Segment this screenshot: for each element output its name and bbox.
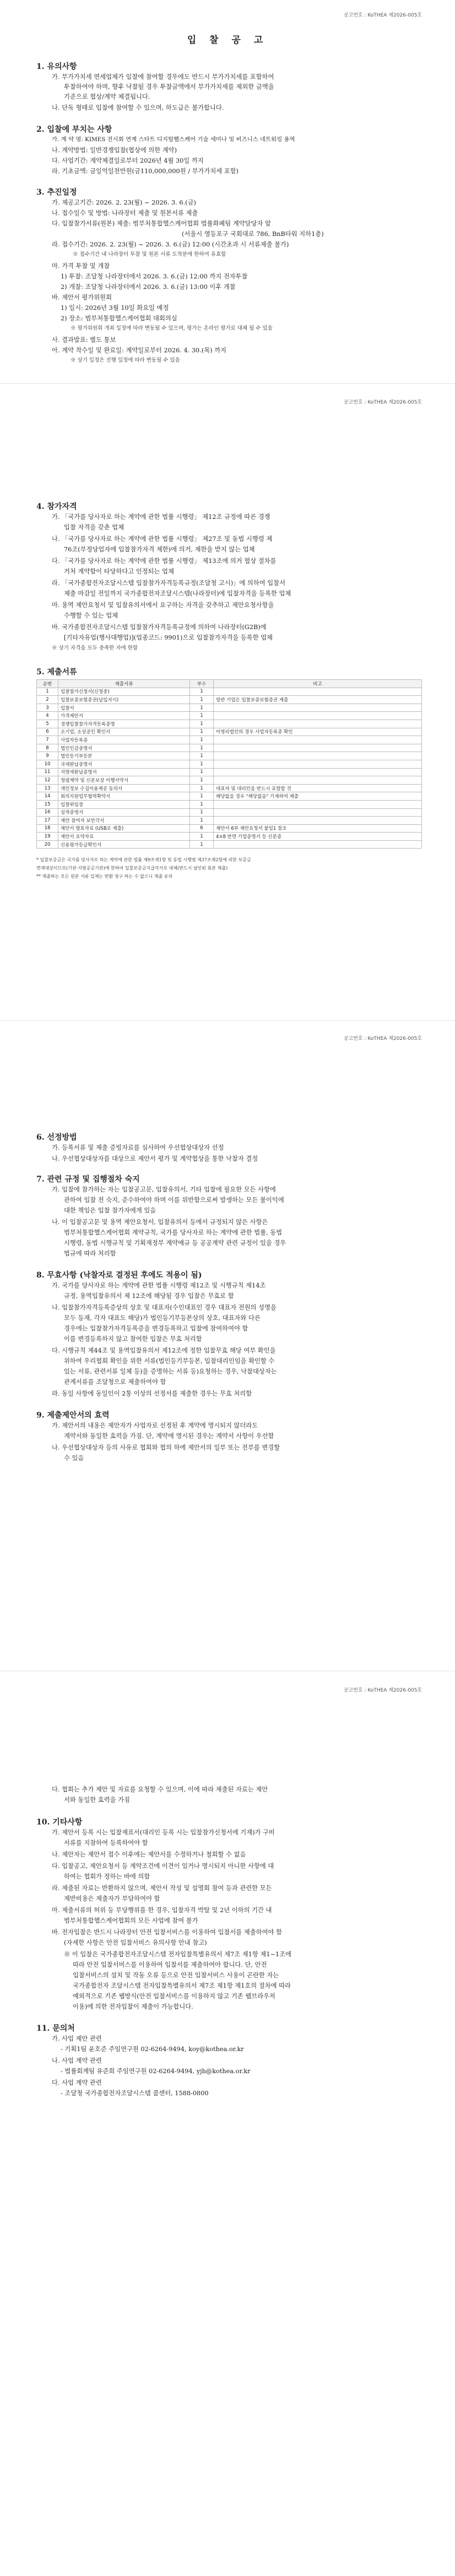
cell-remarks: 해당없을 경우 "해당없음" 기재하여 제출 [214,792,422,801]
s10-line: 제반비용은 제출자가 부담하여야 함 [64,1895,160,1902]
cell-copies: 1 [190,688,214,696]
table-row [37,784,422,792]
cell-remarks [214,752,422,760]
cell-remarks [214,688,422,696]
cell-copies: 1 [190,784,214,792]
s10-line: 국가종합전자 조달시스템 전자입찰특별유의서 제7조 제1항 제1호의 절차에 따라 [73,1982,291,1989]
s8-line: 나. 입찰참가자격등록증상의 상호 및 대표자(수인대표인 경우 대표자 전원의 성명을 [52,1304,277,1311]
s9-line: 나. 우선협상대상자 등의 사유로 협회와 협의 하에 제안서의 일부 또는 전부를 변경할 [52,1444,280,1451]
cell-document: 입찰보증보험증권(납입지시) [58,696,190,704]
table-row [37,800,422,808]
cell-remarks [214,720,422,728]
col-header-no: 순번 [37,680,58,688]
s3-note: ※ 평가위원회 개최 일정에 따라 변동될 수 있으며, 평가는 온라인 평가로 대체 될 수 있음 [71,325,273,331]
cell-document: 제안 참여자 보안각서 [58,817,190,825]
table-row [37,768,422,776]
s10-line: 이용)에 의한 전자입찰이 제출이 가능합니다. [73,2003,193,2010]
cell-copies: 1 [190,792,214,801]
cell-document: 제안서 발표자료 (USB로 제출) [58,824,190,833]
s3-line: 사. 결과발표: 별도 통보 [52,336,116,344]
s1-line: 투찰하여야 하며, 향후 낙찰될 경우 투찰금액에서 부가가치세를 제외한 금액을 [64,83,274,90]
s8-line: 가. 국가를 당사자로 하는 계약에 관한 법률 시행령 제12조 및 시행규칙 제14조 [52,1282,266,1289]
cell-copies: 1 [190,728,214,736]
cell-copies: 1 [190,696,214,704]
cell-document: 가격제안서 [58,712,190,720]
table-row [37,824,422,833]
document-title: 입 찰 공 고 [187,35,268,46]
s6-line: 나. 우선협상대상자를 대상으로 제안서 평가 및 계약협상을 통한 낙찰자 결정 [52,1155,258,1162]
table-row [37,696,422,704]
s4-line: 바. 국가종합전자조달시스템 입찰참가자격등록규정에 의하여 나라장터(G2B)에 [52,624,267,631]
s7-line: 가. 입찰에 참가하는 자는 입찰공고문, 입찰유의서, 기타 입찰에 필요한 모든 사항에 [52,1186,276,1193]
section-2-heading: 2. 입찰에 부치는 사항 [36,125,112,134]
cell-document: 개인정보 수집이용제공 동의서 [58,784,190,792]
cell-remarks: 제안서 6부 제안요청서 붙임1 참조 [214,824,422,833]
section-3-heading: 3. 추진일정 [36,188,77,197]
cell-copies: 1 [190,720,214,728]
s1-line: 나. 단독 형태로 입찰에 참여할 수 있으며, 하도급은 불가합니다. [52,104,224,111]
cell-remarks: 이영리법인의 경우 사업자등록증 확인 [214,728,422,736]
s3-line: 바. 제안서 평가위원회 [52,294,112,301]
cell-copies: 1 [190,840,214,849]
page-divider [0,1020,455,1021]
s11-contact: - 기획1팀 윤호준 주임연구원 02-6264-9494, koy@kothea.or.kr [61,2046,244,2053]
cell-no: 15 [37,800,58,808]
s8-line: 이를 변경등록하지 않고 참여한 입찰은 무효 처리함 [64,1335,202,1343]
s2-line: 라. 기초금액: 금일억일천만원(금110,000,000원 / 부가가치세 포함) [52,168,239,175]
s10-line: 라. 제출된 자료는 반환하지 않으며, 제안서 작성 및 설명회 참여 등과 관련한 모든 [52,1885,272,1892]
page-number-label: 공고번호 : KoTHEA 제2026-005호 [343,400,422,405]
cell-remarks [214,712,422,720]
s4-line: 가. 「국가를 당사자로 하는 계약에 관한 법률 시행령」 제12조 규정에 따른 경쟁 [52,513,270,520]
cell-remarks [214,800,422,808]
cell-copies: 1 [190,736,214,744]
s8-line: 모두 등재, 각자 대표도 해당)가 법인등기부등본상의 상호, 대표자와 다른 [64,1314,261,1322]
cell-remarks [214,776,422,785]
section-10-heading: 10. 기타사항 [36,1818,83,1827]
cell-remarks [214,808,422,817]
s3-line: 1) 일시: 2026년 3월 10일 화요일 예정 [61,304,169,312]
table-row [37,792,422,801]
cell-document: 국세완납증명서 [58,760,190,768]
s9-line: 수 있음 [64,1455,84,1462]
s7-line: 대한 책임은 입찰 참가자에게 있음 [64,1207,156,1214]
s3-line: 다. 입찰참가서류(원본) 제출: 범부처통합헬스케어협회 법률화폐팀 계약담당자 앞 [52,220,271,227]
s8-line: 규정, 용역입찰유의서 제 12조에 해당될 경우 입찰은 무효로 함 [64,1292,234,1300]
cell-remarks [214,768,422,776]
cell-no: 6 [37,728,58,736]
s7-line: 나. 이 입찰공고문 및 용역 제안요청서, 입찰유의서 등에서 규정되지 않은 사항은 [52,1219,268,1226]
cell-no: 16 [37,808,58,817]
table-row [37,688,422,696]
cell-copies: 1 [190,704,214,712]
cell-no: 4 [37,712,58,720]
s3-line: 마. 가격 투찰 및 개찰 [52,262,110,270]
cell-copies: 1 [190,752,214,760]
s10-line: 다. 입찰공고, 제안요청서 등 계약조건에 이견이 있거나 명시되지 아니한 사항에 대 [52,1863,274,1870]
section-8-heading: 8. 무효사항 (낙찰자로 결정된 후에도 적용이 됨) [36,1271,202,1280]
cell-no: 17 [37,817,58,825]
s3-line: 라. 접수기간: 2026. 2. 23(월) ~ 2026. 3. 6.(금) 12:00 (시간초과 시 서류제출 불가) [52,241,289,248]
documents-table [36,679,422,849]
cell-no: 10 [37,760,58,768]
cell-no: 2 [37,696,58,704]
cell-copies: 1 [190,744,214,752]
s9b-line: 다. 협회는 추가 제안 및 자료를 요청할 수 있으며, 이에 따라 제출된 자료는 제안 [52,1786,268,1793]
s5-note: ** 제출하는 모든 원본 서류 일체는 반환 청구 하는 수 없으니 제출 유의 [36,874,173,879]
cell-document: 입찰참가신청서(신청중) [58,688,190,696]
cell-remarks [214,817,422,825]
s1-line: 가. 부가가치세 면세업체가 입찰에 참여할 경우에도 반드시 부가가치세를 포함하여 [52,73,274,80]
s3-line: 2) 장소: 범부처통합헬스케어협회 대회의실 [61,315,177,322]
table-row [37,833,422,841]
cell-no: 9 [37,752,58,760]
cell-copies: 6 [190,824,214,833]
cell-no: 12 [37,776,58,785]
s8-line: 라. 동일 사항에 동일인이 2통 이상의 선정서를 제출한 경우는 무효 처리함 [52,1390,252,1397]
cell-remarks [214,760,422,768]
cell-document: 신용평가등급확인서 [58,840,190,849]
page-divider [0,383,455,384]
s8-line: 관계서류를 조달청으로 제출하여야 함 [64,1378,166,1386]
section-11-heading: 11. 문의처 [36,2024,75,2033]
cell-remarks [214,736,422,744]
s2-line: 나. 계약방법: 일반경쟁입찰(협상에 의한 계약) [52,147,177,154]
s4-line: 마. 용역 제안요청서 및 입찰유의서에서 요구하는 자격을 갖추하고 제안요청사항을 [52,602,274,609]
s4-line: 수행할 수 있는 업체 [64,612,118,619]
cell-document: 청렴계약 및 신분보장 이행서약서 [58,776,190,785]
table-row [37,840,422,849]
cell-copies: 1 [190,808,214,817]
s2-line: 가. 계 약 명: KIMES 전시회 연계 스타트 디지털헬스케어 기술 세미나 및 비즈니스 네트워킹 용역 [52,136,295,143]
cell-document: 경쟁입찰참가자격등록증명 [58,720,190,728]
table-row [37,728,422,736]
cell-no: 18 [37,824,58,833]
s4-line: 거쳐 계약함이 타당하다고 인정되는 업체 [64,568,174,575]
cell-no: 13 [37,784,58,792]
cell-remarks: 4×8 반면 기업증명서 등 신분증 [214,833,422,841]
s3-line: 2) 개찰: 조달청 나라장터에서 2026. 3. 6.(금) 13:00 이후 개찰 [61,283,236,291]
cell-document: 소기업, 소상공인 확인서 [58,728,190,736]
s4-note: ※ 상기 자격을 모두 충족한 자에 한함 [52,645,138,651]
table-row [37,712,422,720]
s11-line: 다. 사업 계약 관련 [52,2079,102,2086]
section-6-heading: 6. 선정방법 [36,1133,77,1142]
cell-copies: 1 [190,712,214,720]
s10-line: ※ 이 입찰은 국가종합전자조달시스템 전자입찰특별유의서 제7조 제1항 제1~1조에 [64,1951,291,1958]
cell-no: 3 [37,704,58,712]
section-5-heading: 5. 제출서류 [36,668,77,677]
cell-no: 1 [37,688,58,696]
cell-document: 지방세완납증명서 [58,768,190,776]
s4-line: 나. 「국가를 당사자로 하는 계약에 관한 법률 시행령」 제27조 및 동법 시행령 제 [52,535,273,543]
table-header-row [37,680,422,688]
cell-document: 제안서 요약자료 [58,833,190,841]
cell-document: 실적증명서 [58,808,190,817]
s8-line: 경우에는 입찰참가자격등록증을 변경등록하고 입찰에 참여하여야 함 [64,1325,248,1332]
s7-line: 관하여 입찰 전 숙지, 준수하여야 하며 이를 위반함으로써 발생하는 모든 불이익에 [64,1196,284,1204]
cell-document: 사업자등록증 [58,736,190,744]
s8-line: 다. 시행규칙 제44조 및 용역입찰유의서 제12조에 정한 입찰무효 해당 여부 확인을 [52,1347,276,1354]
table-row [37,720,422,728]
table-row [37,776,422,785]
cell-no: 19 [37,833,58,841]
table-row [37,744,422,752]
s9-line: 계약서와 동일한 효력을 가짐. 단, 계약에 명시된 경우는 계약서 사항이 우선함 [64,1432,274,1440]
col-header-copies: 부수 [190,680,214,688]
s3-warning-note: ※ 접수기간 내 나라장터 투찰 및 원본 서류 도착분에 한하여 유효함 [73,251,226,257]
cell-no: 11 [37,768,58,776]
s11-line: 나. 사업 계약 관련 [52,2057,102,2064]
s11-line: 가. 사업 제안 관련 [52,2035,102,2042]
s3-line: 1) 투찰: 조달청 나라장터에서 2026. 3. 6.(금) 12:00 까지 전자투찰 [61,273,248,280]
table-row [37,752,422,760]
section-9-heading: 9. 제출제안서의 효력 [36,1411,110,1420]
table-row [37,760,422,768]
cell-copies: 1 [190,768,214,776]
s10-line: 따라 안전 입찰서비스를 이용하여 입찰서를 제출하여야 합니다. 단, 안전 [73,1961,267,1968]
s10-line: 예외적으로 기존 웹방식(안전 입찰서비스를 이용하지 않고 기존 웹브라우저 [73,1993,275,2000]
s7-line: 법규에 따라 처리함 [64,1250,116,1257]
s10-line: 나. 제안자는 제안서 접수 이후에는 제안서를 수정하거나 철회할 수 없음 [52,1851,246,1858]
section-4-heading: 4. 참가자격 [36,502,77,511]
cell-document: 입찰위임장 [58,800,190,808]
s11-contact: - 법률회계팀 유준희 주임연구원 02-6264-9494, yjh@kothea.or.kr [61,2068,251,2075]
cell-document: 법인등기부등본 [58,752,190,760]
cell-remarks: 일반 기업은 입찰보증보험증권 제출 [214,696,422,704]
s10-line: 하여는 협회가 정하는 바에 의함 [64,1873,150,1880]
col-header-document: 제출서류 [58,680,190,688]
s5-note: * 입찰보증금은 국가를 당사자로 하는 계약에 관한 법률 제9조제1항 및 동법 시행령 제37조제2항에 의한 보증금 [36,857,251,862]
s11-contact: - 조달청 국가종합전자조달시스템 콜센터, 1588-0800 [61,2090,209,2097]
s4-line: 76조(부정당업자에 입찰참가자격 제한)에 의거, 제한을 받지 않는 업체 [64,546,255,553]
page-number-label: 공고번호 : KoTHEA 제2026-005호 [343,1688,422,1693]
cell-copies: 1 [190,760,214,768]
s3-line: 나. 접수일수 및 방법: 나라장터 제출 및 원본서류 제출 [52,210,198,217]
table-row [37,736,422,744]
cell-copies: 1 [190,800,214,808]
cell-no: 20 [37,840,58,849]
s5-note: 면제대상이므로(기관·지방공공기관)에 한하여 입찰보증금지급각서로 대체(반드시 날인된 원본 제출) [36,866,228,871]
s10-line: (자세한 사항은 안전 입찰서비스 유의사항 안내 참고) [64,1939,207,1946]
cell-remarks [214,704,422,712]
s6-line: 가. 등록서류 및 제출 증빙자료를 심사하여 우선협상대상자 선정 [52,1144,224,1151]
section-1-heading: 1. 유의사항 [36,62,77,71]
s9b-line: 서와 동일한 효력을 가짐 [64,1796,130,1804]
page-number-label: 공고번호 : KoTHEA 제2026-005호 [343,13,422,18]
cell-no: 7 [37,736,58,744]
cell-no: 5 [37,720,58,728]
cell-remarks: 대표자 및 대리인을 반드시 포함할 것 [214,784,422,792]
s7-line: 범부처통합헬스케어협회 계약규칙, 국가를 당사자로 하는 계약에 관한 법률, 동법 [64,1229,283,1236]
s10-line: 바. 전자입찰은 반드시 나라장터 안전 입찰서비스를 이용하여 입찰서를 제출하여야 함 [52,1929,282,1936]
col-header-remarks: 비고 [214,680,422,688]
cell-no: 14 [37,792,58,801]
s3-line: (서울시 영등포구 국회대로 786, BnB타워 지하1층) [182,230,324,238]
s10-line: 서류를 지참하여 등록하여야 함 [64,1839,148,1847]
s1-line: 기준으로 협상/계약 체결됩니다. [64,93,150,100]
cell-document: 회의지원업무협력확약서 [58,792,190,801]
s3-note: ※ 상기 일정은 진행 일정에 따라 변동될 수 있음 [71,357,180,363]
s4-line: 라. 「국가종합전자조달시스템 입찰참가자격등록규정(조달청 고시)」에 의하여 입찰서 [52,579,285,587]
cell-remarks [214,744,422,752]
s10-line: 범부처통합헬스케어협회의 모든 사업에 참여 불가 [64,1917,198,1924]
table-row [37,704,422,712]
s7-line: 시행령, 동법 시행규칙 및 기획재정부 계약예규 등 공공계약 관련 규정이 있을 경우 [64,1239,286,1247]
cell-document: 입찰서 [58,704,190,712]
cell-document: 법인인감증명서 [58,744,190,752]
s4-line: 입찰 자격을 갖춘 업체 [64,524,124,531]
table-row [37,817,422,825]
cell-no: 8 [37,744,58,752]
s3-line: 가. 제공고기간: 2026. 2. 23(월) ~ 2026. 3. 6.(금) [52,199,196,206]
s4-line: 다. 「국가를 당사자로 하는 계약에 관한 법률 시행령」 제13조에 의거 협상 절차를 [52,557,277,565]
s10-line: 입찰서비스의 설치 및 작동 오류 등으로 안전 입찰서비스 사용이 곤란한 자는 [73,1972,279,1979]
page-number-label: 공고번호 : KoTHEA 제2026-005호 [343,1036,422,1042]
s2-line: 다. 사업기간: 계약체결일로부터 2026년 4월 30일 까지 [52,157,204,164]
s10-line: 가. 제안서 등록 시는 입찰제표서(대리인 등록 시는 입찰참가신청서에 기재)가 구비 [52,1829,275,1836]
cell-remarks [214,840,422,849]
section-7-heading: 7. 관련 규정 및 집행절차 숙지 [36,1175,140,1184]
cell-copies: 1 [190,833,214,841]
s4-line: 제출 마감일 전일까지 국가종합전자조달시스템(나라장터)에 입찰자격을 등록한 업체 [64,590,291,597]
s4-line: [기타자유업(행사대행업)](업종코드: 9901)으로 입찰참가자격을 등록한 업체 [64,634,273,641]
s9-line: 가. 제안서의 내용은 제안자가 사업자로 선정된 후 계약에 명시되지 않더라도 [52,1422,258,1429]
cell-copies: 1 [190,817,214,825]
s3-line: 아. 계약 착수일 및 완료일: 계약일로부터 2026. 4. 30.(목) 까지 [52,347,226,354]
s10-line: 마. 제출서류의 허위 등 부당행위를 한 경우, 입찰자격 박탈 및 2년 이하의 기간 내 [52,1907,272,1914]
table-row [37,808,422,817]
cell-copies: 1 [190,776,214,785]
s8-line: 위하여 우리협회 확인을 위한 서류(법인등기부등본, 입찰대리인임을 확인할 수 [64,1357,275,1365]
s8-line: 있는 서류, 관련서류 일체 등)을 증명하는 서류 등)요청하는 경우, 낙찰대상자는 [64,1368,277,1375]
